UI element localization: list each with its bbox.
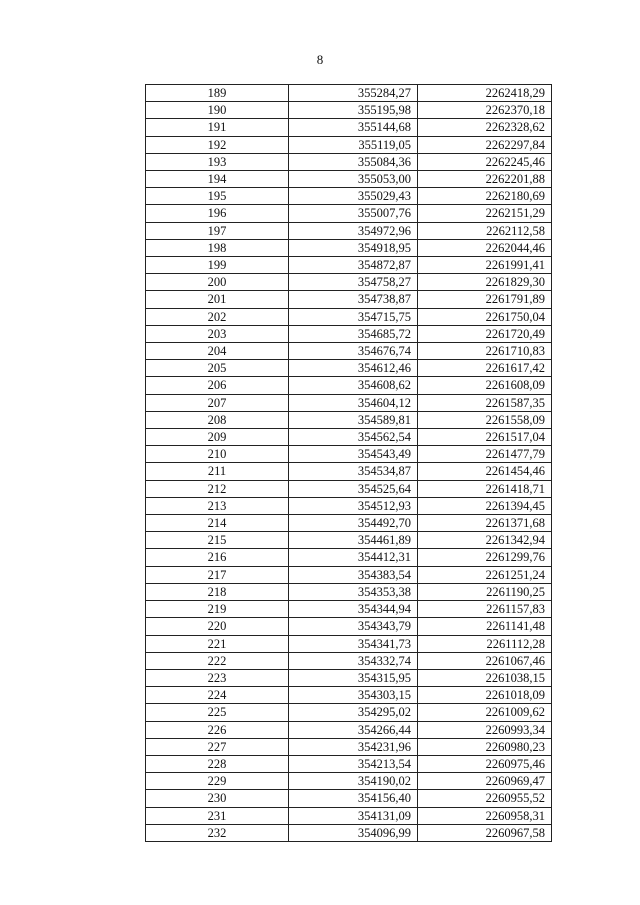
- table-row: [146, 360, 552, 377]
- x-coordinate-cell: 355195,98: [289, 102, 418, 119]
- table-row: [146, 153, 552, 170]
- x-coordinate-cell: 354685,72: [289, 325, 418, 342]
- x-coordinate-cell: 355119,05: [289, 136, 418, 153]
- x-coordinate-cell: 354131,09: [289, 807, 418, 824]
- y-coordinate-cell: 2260958,31: [418, 807, 552, 824]
- table-row: [146, 463, 552, 480]
- x-coordinate-cell: 354231,96: [289, 738, 418, 755]
- point-number-cell: 214: [146, 515, 289, 532]
- y-coordinate-cell: 2261251,24: [418, 566, 552, 583]
- point-number-cell: 228: [146, 755, 289, 772]
- y-coordinate-cell: 2261991,41: [418, 257, 552, 274]
- x-coordinate-cell: 354918,95: [289, 239, 418, 256]
- point-number-cell: 215: [146, 532, 289, 549]
- point-number-cell: 224: [146, 687, 289, 704]
- coordinates-table: [145, 84, 552, 842]
- x-coordinate-cell: 354612,46: [289, 360, 418, 377]
- table-row: [146, 119, 552, 136]
- point-number-cell: 223: [146, 669, 289, 686]
- y-coordinate-cell: 2261009,62: [418, 704, 552, 721]
- x-coordinate-cell: 354156,40: [289, 790, 418, 807]
- y-coordinate-cell: 2261157,83: [418, 601, 552, 618]
- y-coordinate-cell: 2261791,89: [418, 291, 552, 308]
- table-row: [146, 102, 552, 119]
- x-coordinate-cell: 354512,93: [289, 497, 418, 514]
- y-coordinate-cell: 2262112,58: [418, 222, 552, 239]
- x-coordinate-cell: 354332,74: [289, 652, 418, 669]
- table-row: [146, 652, 552, 669]
- x-coordinate-cell: 354525,64: [289, 480, 418, 497]
- point-number-cell: 217: [146, 566, 289, 583]
- y-coordinate-cell: 2261454,46: [418, 463, 552, 480]
- table-row: [146, 377, 552, 394]
- x-coordinate-cell: 354872,87: [289, 257, 418, 274]
- y-coordinate-cell: 2261587,35: [418, 394, 552, 411]
- y-coordinate-cell: 2262245,46: [418, 153, 552, 170]
- y-coordinate-cell: 2261067,46: [418, 652, 552, 669]
- point-number-cell: 207: [146, 394, 289, 411]
- table-row: [146, 601, 552, 618]
- x-coordinate-cell: 354213,54: [289, 755, 418, 772]
- y-coordinate-cell: 2261112,28: [418, 635, 552, 652]
- table-row: [146, 497, 552, 514]
- y-coordinate-cell: 2261829,30: [418, 274, 552, 291]
- point-number-cell: 219: [146, 601, 289, 618]
- table-row: [146, 343, 552, 360]
- point-number-cell: 216: [146, 549, 289, 566]
- x-coordinate-cell: 355007,76: [289, 205, 418, 222]
- y-coordinate-cell: 2262328,62: [418, 119, 552, 136]
- y-coordinate-cell: 2260993,34: [418, 721, 552, 738]
- table-row: [146, 188, 552, 205]
- y-coordinate-cell: 2261608,09: [418, 377, 552, 394]
- table-row: [146, 394, 552, 411]
- y-coordinate-cell: 2261477,79: [418, 446, 552, 463]
- point-number-cell: 209: [146, 429, 289, 446]
- point-number-cell: 208: [146, 411, 289, 428]
- y-coordinate-cell: 2261418,71: [418, 480, 552, 497]
- y-coordinate-cell: 2261720,49: [418, 325, 552, 342]
- table-row: [146, 257, 552, 274]
- y-coordinate-cell: 2262297,84: [418, 136, 552, 153]
- x-coordinate-cell: 355084,36: [289, 153, 418, 170]
- point-number-cell: 205: [146, 360, 289, 377]
- y-coordinate-cell: 2262180,69: [418, 188, 552, 205]
- point-number-cell: 210: [146, 446, 289, 463]
- x-coordinate-cell: 354295,02: [289, 704, 418, 721]
- x-coordinate-cell: 354676,74: [289, 343, 418, 360]
- point-number-cell: 220: [146, 618, 289, 635]
- x-coordinate-cell: 354344,94: [289, 601, 418, 618]
- x-coordinate-cell: 354412,31: [289, 549, 418, 566]
- y-coordinate-cell: 2260967,58: [418, 824, 552, 841]
- table-row: [146, 618, 552, 635]
- x-coordinate-cell: 354492,70: [289, 515, 418, 532]
- x-coordinate-cell: 354341,73: [289, 635, 418, 652]
- x-coordinate-cell: 354562,54: [289, 429, 418, 446]
- table-row: [146, 136, 552, 153]
- table-row: [146, 807, 552, 824]
- table-row: [146, 549, 552, 566]
- x-coordinate-cell: 354758,27: [289, 274, 418, 291]
- x-coordinate-cell: 354543,49: [289, 446, 418, 463]
- x-coordinate-cell: 354343,79: [289, 618, 418, 635]
- x-coordinate-cell: 354096,99: [289, 824, 418, 841]
- point-number-cell: 203: [146, 325, 289, 342]
- y-coordinate-cell: 2260980,23: [418, 738, 552, 755]
- y-coordinate-cell: 2261617,42: [418, 360, 552, 377]
- point-number-cell: 225: [146, 704, 289, 721]
- x-coordinate-cell: 354315,95: [289, 669, 418, 686]
- point-number-cell: 202: [146, 308, 289, 325]
- y-coordinate-cell: 2262151,29: [418, 205, 552, 222]
- y-coordinate-cell: 2261558,09: [418, 411, 552, 428]
- point-number-cell: 213: [146, 497, 289, 514]
- point-number-cell: 190: [146, 102, 289, 119]
- table-row: [146, 205, 552, 222]
- x-coordinate-cell: 355053,00: [289, 171, 418, 188]
- point-number-cell: 221: [146, 635, 289, 652]
- point-number-cell: 195: [146, 188, 289, 205]
- y-coordinate-cell: 2261371,68: [418, 515, 552, 532]
- point-number-cell: 230: [146, 790, 289, 807]
- point-number-cell: 192: [146, 136, 289, 153]
- table-row: [146, 291, 552, 308]
- point-number-cell: 232: [146, 824, 289, 841]
- point-number-cell: 197: [146, 222, 289, 239]
- table-row: [146, 755, 552, 772]
- coordinates-table-body: [146, 85, 552, 842]
- point-number-cell: 204: [146, 343, 289, 360]
- x-coordinate-cell: 354383,54: [289, 566, 418, 583]
- table-row: [146, 704, 552, 721]
- y-coordinate-cell: 2261038,15: [418, 669, 552, 686]
- y-coordinate-cell: 2261517,04: [418, 429, 552, 446]
- point-number-cell: 212: [146, 480, 289, 497]
- x-coordinate-cell: 354190,02: [289, 773, 418, 790]
- y-coordinate-cell: 2262370,18: [418, 102, 552, 119]
- point-number-cell: 193: [146, 153, 289, 170]
- point-number-cell: 191: [146, 119, 289, 136]
- x-coordinate-cell: 354353,38: [289, 583, 418, 600]
- table-row: [146, 566, 552, 583]
- x-coordinate-cell: 354972,96: [289, 222, 418, 239]
- point-number-cell: 211: [146, 463, 289, 480]
- point-number-cell: 189: [146, 85, 289, 102]
- point-number-cell: 201: [146, 291, 289, 308]
- table-row: [146, 583, 552, 600]
- x-coordinate-cell: 355144,68: [289, 119, 418, 136]
- x-coordinate-cell: 355029,43: [289, 188, 418, 205]
- x-coordinate-cell: 354715,75: [289, 308, 418, 325]
- x-coordinate-cell: 354604,12: [289, 394, 418, 411]
- point-number-cell: 218: [146, 583, 289, 600]
- table-row: [146, 480, 552, 497]
- point-number-cell: 198: [146, 239, 289, 256]
- y-coordinate-cell: 2261190,25: [418, 583, 552, 600]
- x-coordinate-cell: 355284,27: [289, 85, 418, 102]
- table-row: [146, 411, 552, 428]
- point-number-cell: 229: [146, 773, 289, 790]
- point-number-cell: 206: [146, 377, 289, 394]
- x-coordinate-cell: 354738,87: [289, 291, 418, 308]
- y-coordinate-cell: 2261299,76: [418, 549, 552, 566]
- x-coordinate-cell: 354266,44: [289, 721, 418, 738]
- table-row: [146, 446, 552, 463]
- point-number-cell: 222: [146, 652, 289, 669]
- table-row: [146, 429, 552, 446]
- table-row: [146, 532, 552, 549]
- x-coordinate-cell: 354303,15: [289, 687, 418, 704]
- y-coordinate-cell: 2261018,09: [418, 687, 552, 704]
- y-coordinate-cell: 2262201,88: [418, 171, 552, 188]
- y-coordinate-cell: 2262418,29: [418, 85, 552, 102]
- table-row: [146, 773, 552, 790]
- table-row: [146, 85, 552, 102]
- y-coordinate-cell: 2261750,04: [418, 308, 552, 325]
- point-number-cell: 226: [146, 721, 289, 738]
- table-row: [146, 721, 552, 738]
- page-number: 8: [316, 52, 324, 67]
- y-coordinate-cell: 2262044,46: [418, 239, 552, 256]
- y-coordinate-cell: 2260955,52: [418, 790, 552, 807]
- table-row: [146, 274, 552, 291]
- table-row: [146, 239, 552, 256]
- table-row: [146, 308, 552, 325]
- table-row: [146, 669, 552, 686]
- point-number-cell: 227: [146, 738, 289, 755]
- table-row: [146, 325, 552, 342]
- point-number-cell: 196: [146, 205, 289, 222]
- y-coordinate-cell: 2260969,47: [418, 773, 552, 790]
- y-coordinate-cell: 2260975,46: [418, 755, 552, 772]
- table-row: [146, 515, 552, 532]
- x-coordinate-cell: 354461,89: [289, 532, 418, 549]
- table-row: [146, 790, 552, 807]
- table-row: [146, 635, 552, 652]
- point-number-cell: 200: [146, 274, 289, 291]
- y-coordinate-cell: 2261342,94: [418, 532, 552, 549]
- x-coordinate-cell: 354608,62: [289, 377, 418, 394]
- y-coordinate-cell: 2261394,45: [418, 497, 552, 514]
- point-number-cell: 199: [146, 257, 289, 274]
- x-coordinate-cell: 354534,87: [289, 463, 418, 480]
- y-coordinate-cell: 2261141,48: [418, 618, 552, 635]
- table-row: [146, 738, 552, 755]
- x-coordinate-cell: 354589,81: [289, 411, 418, 428]
- y-coordinate-cell: 2261710,83: [418, 343, 552, 360]
- point-number-cell: 231: [146, 807, 289, 824]
- table-row: [146, 824, 552, 841]
- table-row: [146, 171, 552, 188]
- table-row: [146, 222, 552, 239]
- table-row: [146, 687, 552, 704]
- point-number-cell: 194: [146, 171, 289, 188]
